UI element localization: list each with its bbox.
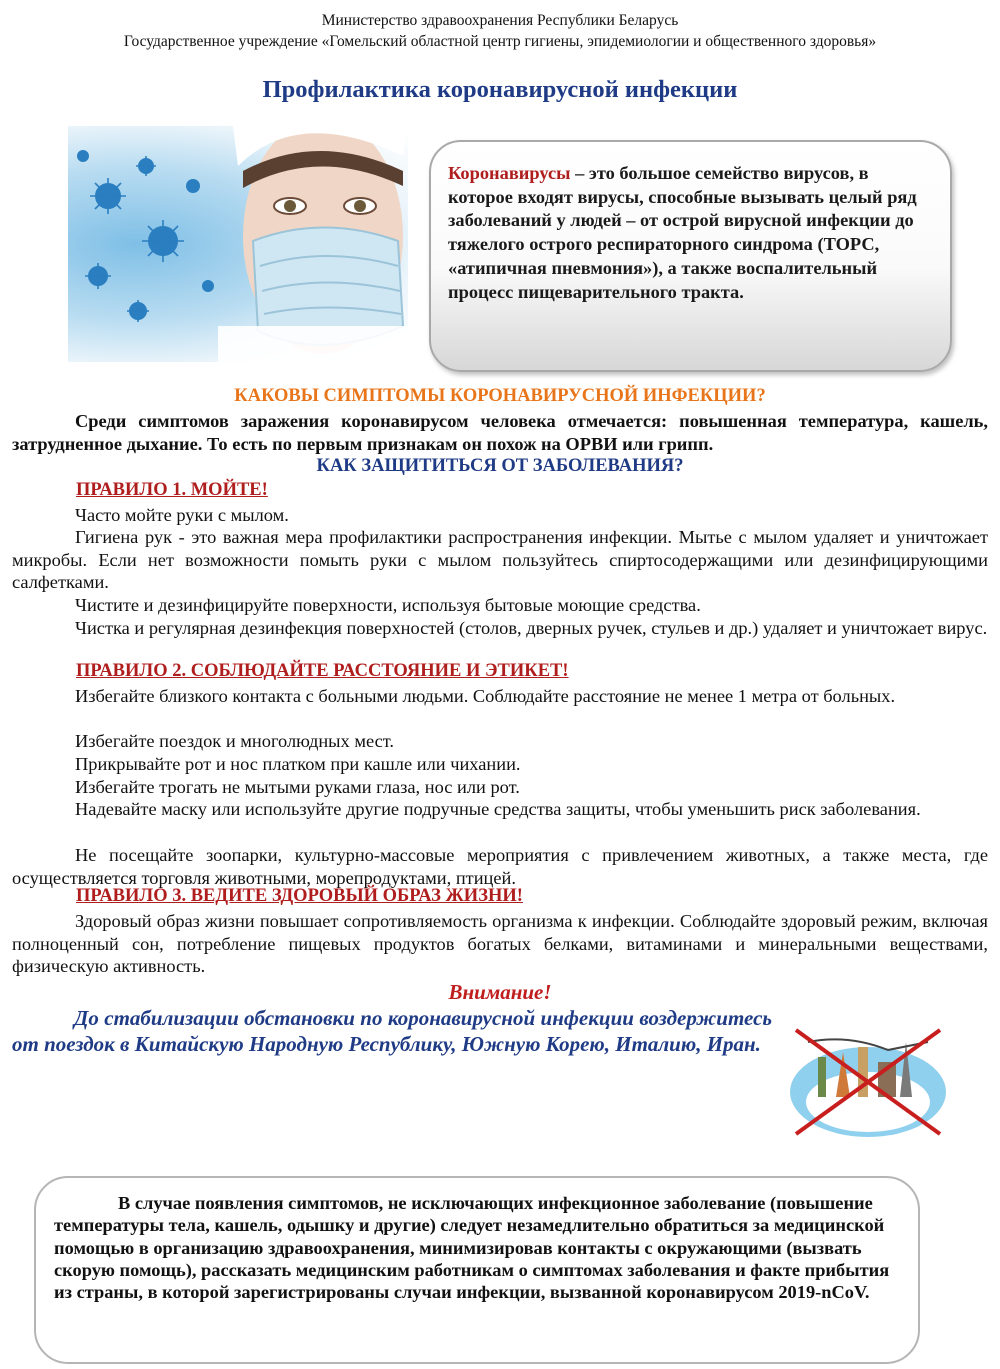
- attention-text: До стабилизации обстановки по коронавирусной инфекции воздержитесь от поездок в Китайскую Народную Республику, Южную Корею, Италию, Иран.: [12, 1006, 772, 1056]
- attention-title: Внимание!: [448, 980, 552, 1004]
- ministry-header: Министерство здравоохранения Республики Беларусь: [321, 12, 679, 29]
- rule1-p2: Гигиена рук - это важная мера профилактики распространения инфекции. Мытье с мылом удаляет и уничтожает микробы. Если нет возможности помыть руки с мылом пользуйтесь спиртосодержащими или дезинфицирующими салфетками.: [12, 527, 988, 592]
- hero-image: [68, 126, 408, 362]
- rule2-p5: Надевайте маску или используйте другие подручные средства защиты, чтобы уменьшить риск заболевания.: [75, 799, 921, 819]
- rule2-title: ПРАВИЛО 2. СОБЛЮДАЙТЕ РАССТОЯНИЕ И ЭТИКЕТ!: [76, 661, 569, 681]
- rule2-p3: Прикрывайте рот и нос платком при кашле или чихании.: [75, 754, 521, 774]
- rule2-p1: Избегайте близкого контакта с больными людьми. Соблюдайте расстояние не менее 1 метра от больных.: [75, 686, 896, 706]
- institution-header: Государственное учреждение «Гомельский областной центр гигиены, эпидемиологии и общественного здоровья»: [123, 33, 877, 50]
- protect-heading: КАК ЗАЩИТИТЬСЯ ОТ ЗАБОЛЕВАНИЯ?: [316, 456, 684, 476]
- rule2-p6: Не посещайте зоопарки, культурно-массовые мероприятия с привлечением животных, а также места, где осуществляется торговля животными, морепродуктами, птицей.: [12, 845, 988, 888]
- rule3-title: ПРАВИЛО 3. ВЕДИТЕ ЗДОРОВЫЙ ОБРАЗ ЖИЗНИ!: [76, 886, 523, 906]
- definition-term: Коронавирусы: [448, 163, 571, 183]
- rule3-p1: Здоровый образ жизни повышает сопротивляемость организма к инфекции. Соблюдайте здоровый режим, включая полноценный сон, потребление пищевых продуктов богатых белками, витаминами и минеральными веществами, физическую активность.: [12, 911, 988, 976]
- rule2-p4: Избегайте трогать не мытыми руками глаза, нос или рот.: [75, 777, 520, 797]
- rule1-title: ПРАВИЛО 1. МОЙТЕ!: [76, 480, 268, 500]
- rule2-p2: Избегайте поездок и многолюдных мест.: [75, 731, 394, 751]
- definition-text: – это большое семейство вирусов, в которое входят вирусы, способные вызывать целый ряд заболеваний у людей – от острой вирусной инфекции до тяжелого острого респираторного синдрома (ТОРС, «атипичная пневмония»), а также воспалительный процесс пищеварительного тракта.: [448, 163, 917, 302]
- coronavirus-definition-card: [429, 140, 952, 372]
- bottom-notice-box: [34, 1176, 920, 1364]
- rule1-p1: Часто мойте руки с мылом.: [75, 505, 289, 525]
- rule1-p4: Чистка и регулярная дезинфекция поверхностей (столов, дверных ручек, стульев и др.) удаляет и уничтожает вирус.: [75, 618, 988, 638]
- page-title: Профилактика коронавирусной инфекции: [262, 76, 738, 103]
- symptoms-text: Среди симптомов заражения коронавирусом человека отмечается: повышенная температура, кашель, затрудненное дыхание. То есть по первым признакам он похож на ОРВИ или грипп.: [12, 411, 988, 454]
- symptoms-heading: КАКОВЫ СИМПТОМЫ КОРОНАВИРУСНОЙ ИНФЕКЦИИ?: [234, 386, 766, 406]
- bottom-notice-text: В случае появления симптомов, не исключающих инфекционное заболевание (повышение температуры тела, кашель, одышку и другие) следует незамедлительно обратиться за медицинской помощью в организацию здравоохранения, минимизировав контакты с окружающими (вызвать скорую помощь), рассказать медицинским работникам о симптомах заболевания и факте прибытия из страны, в которой зарегистрированы случаи инфекции, вызванной коронавирусом 2019-nCoV.: [54, 1193, 890, 1303]
- rule1-p3: Чистите и дезинфицируйте поверхности, используя бытовые моющие средства.: [75, 595, 701, 615]
- no-travel-image: [788, 1022, 948, 1142]
